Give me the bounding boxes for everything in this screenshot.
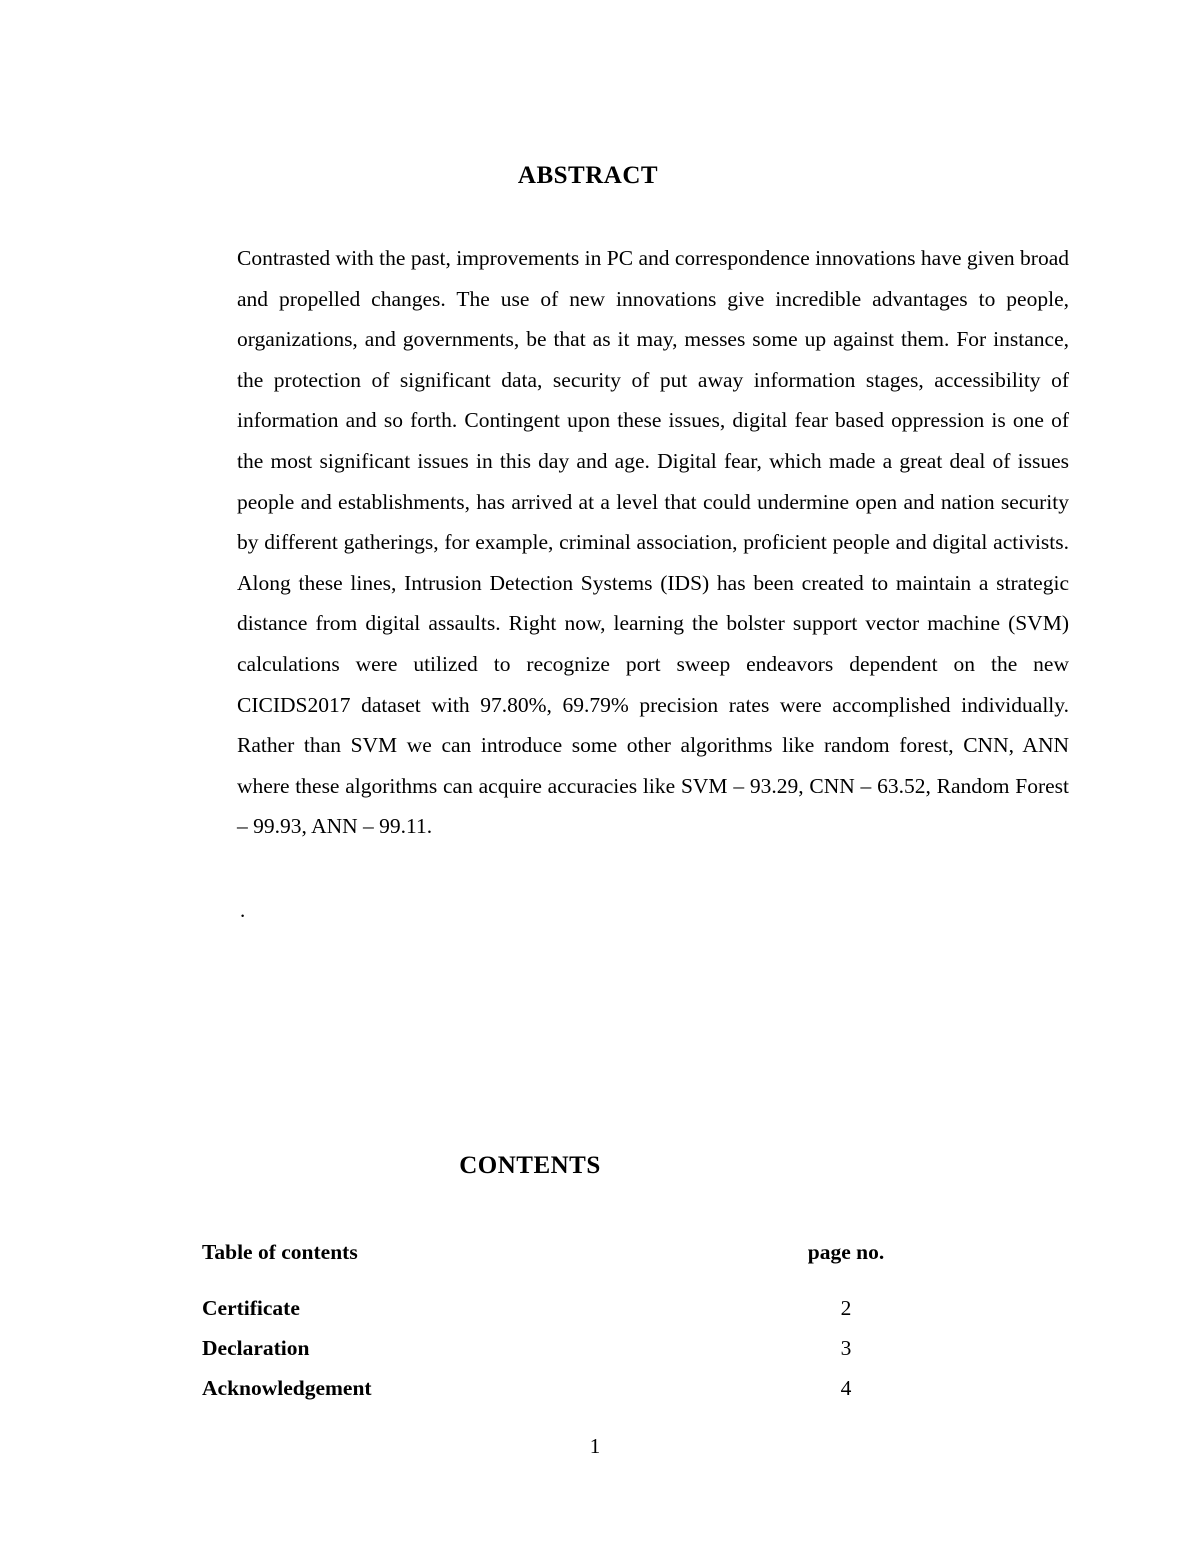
toc-entry-acknowledgement — [202, 1376, 902, 1416]
trailing-dot: . — [240, 898, 246, 922]
toc-entry-page: 2 — [840, 1296, 852, 1320]
abstract-paragraph: Contrasted with the past, improvements in PC and correspondence innovations have given broad and propelled changes. The use of new innovations give incredible advantages to people, organizations, and governments, be that as it may, messes some up against them. For instance, the protection of significant data, security of put away information stages, accessibility of information and so forth. Contingent upon these issues, digital fear based oppression is one of the most significant issues in this day and age. Digital fear, which made a great deal of issues people and establishments, has arrived at a level that could undermine open and nation security by different gatherings, for example, criminal association, proficient people and digital activists. Along these lines, Intrusion Detection Systems (IDS) has been created to maintain a strategic distance from digital assaults. Right now, learning the bolster support vector machine (SVM) calculations were utilized to recognize port sweep endeavors dependent on the new CICIDS2017 dataset with 97.80%, 69.79% precision rates were accomplished individually. Rather than SVM we can introduce some other algorithms like random forest, CNN, ANN where these algorithms can acquire accuracies like SVM – 93.29, CNN – 63.52, Random Forest – 99.93, ANN – 99.11. — [237, 246, 1069, 839]
toc-header-row — [202, 1240, 902, 1296]
toc-entry-label: Declaration — [202, 1336, 310, 1360]
toc-entry-label: Certificate — [202, 1296, 300, 1320]
toc-entry-declaration — [202, 1336, 902, 1376]
toc-entry-page: 4 — [840, 1376, 852, 1400]
toc-header-page: page no. — [807, 1240, 885, 1264]
toc-entry-page: 3 — [840, 1336, 852, 1360]
table-of-contents — [202, 1240, 902, 1416]
abstract-heading: ABSTRACT — [517, 162, 659, 189]
contents-heading: CONTENTS — [459, 1152, 601, 1179]
page-number: 1 — [589, 1434, 601, 1458]
toc-entry-certificate — [202, 1296, 902, 1336]
toc-entry-label: Acknowledgement — [202, 1376, 372, 1400]
toc-header-label: Table of contents — [202, 1240, 358, 1264]
